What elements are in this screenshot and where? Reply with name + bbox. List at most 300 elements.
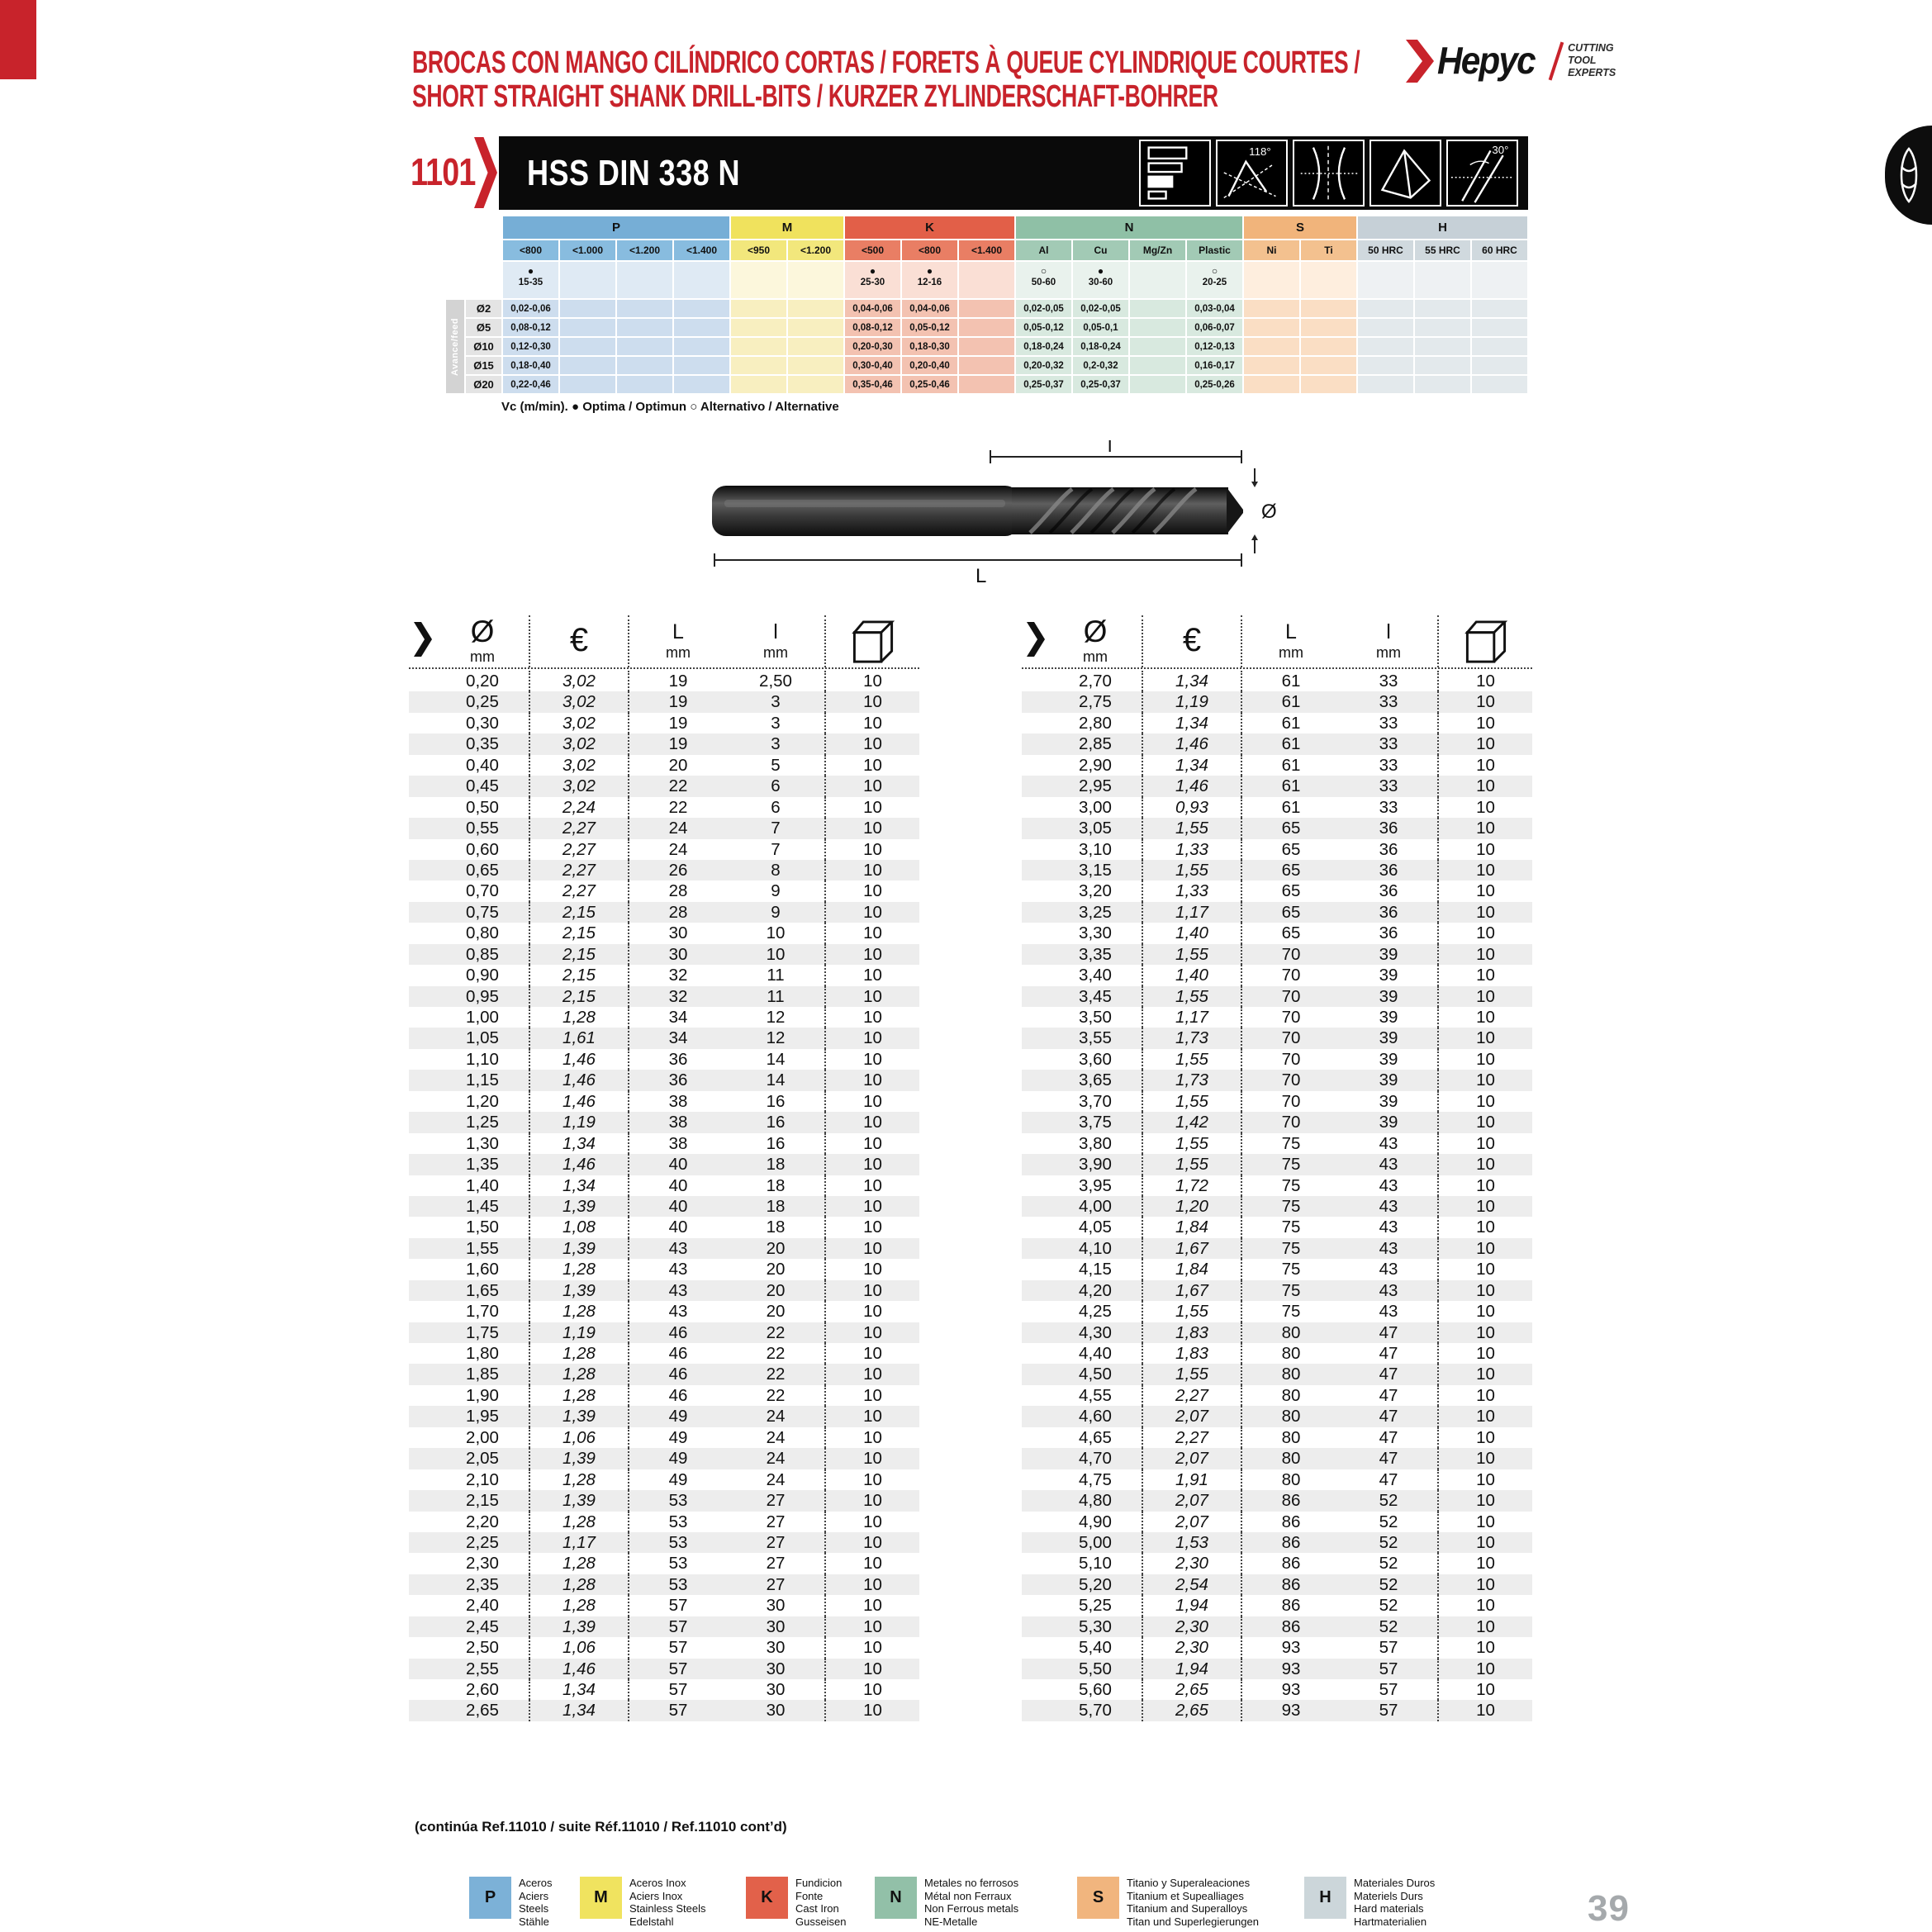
price-value: 2,07: [1143, 1406, 1242, 1426]
legend-line: Hard materials: [1354, 1902, 1424, 1915]
flute-length-value: 52: [1340, 1553, 1439, 1574]
flute-length-value: 16: [727, 1112, 826, 1132]
pack-qty-value: 10: [863, 755, 882, 775]
price-value: 1,55: [1143, 818, 1242, 838]
table-row: [1022, 1700, 1532, 1721]
diameter-value: 0,35: [436, 733, 530, 754]
pack-qty-value: 10: [863, 713, 882, 733]
total-length-value: 53: [668, 1554, 688, 1574]
flute-length-value: 30: [727, 1659, 826, 1679]
table-row: [409, 1637, 919, 1658]
price-value: 1,61: [530, 1028, 629, 1048]
total-length-value: 46: [668, 1344, 688, 1363]
pack-qty-value: 10: [863, 1218, 882, 1237]
diameter-value: 0,70: [436, 881, 530, 901]
spec-subheader: 50 HRC: [1358, 240, 1413, 260]
total-length-value: 61: [1281, 672, 1301, 691]
flute-length-value: 10: [727, 944, 826, 965]
diameter-value: 3,10: [1049, 839, 1143, 860]
flute-length-value: 7: [727, 818, 826, 838]
feed-value-cell: [1415, 357, 1470, 374]
price-value: 1,55: [1143, 1091, 1242, 1112]
flute-length-value: 20: [727, 1280, 826, 1301]
pack-qty-value: 10: [863, 902, 882, 922]
diameter-value: 3,35: [1049, 944, 1143, 965]
feed-value-cell: [674, 300, 729, 317]
legend-text: [1127, 1877, 1259, 1928]
diameter-value: 3,05: [1049, 818, 1143, 838]
feed-value-cell: 0,18-0,24: [1016, 338, 1071, 355]
price-value: 1,08: [530, 1217, 629, 1237]
table-row: [1022, 1637, 1532, 1658]
flute-length-value: 36: [1340, 923, 1439, 943]
price-value: 2,07: [1143, 1448, 1242, 1469]
diameter-header: Ø mm: [436, 615, 530, 667]
flute-length-value: 22: [727, 1343, 826, 1364]
price-value: 1,33: [1143, 839, 1242, 860]
feed-value-cell: [1415, 338, 1470, 355]
feed-value-cell: 0,20-0,32: [1016, 357, 1071, 374]
table-row: [409, 1512, 919, 1532]
price-value: 1,20: [1143, 1196, 1242, 1217]
flute-length-value: 43: [1340, 1217, 1439, 1237]
feed-value-cell: [1244, 319, 1299, 336]
speed-value: 12-16: [917, 278, 942, 287]
feed-value-cell: [617, 357, 672, 374]
total-length-value: 24: [668, 839, 688, 859]
table-row: [1022, 691, 1532, 712]
logo-wordmark: Hepyc: [1437, 39, 1535, 82]
diameter-value: 0,65: [436, 860, 530, 881]
price-value: 3,02: [530, 776, 629, 796]
total-length-value: 93: [1281, 1659, 1301, 1678]
legend-line: Métal non Ferraux: [924, 1889, 1012, 1902]
total-length-label: L: [975, 565, 987, 587]
cutting-speed-cell: [1187, 262, 1242, 298]
flute-length-value: 52: [1340, 1574, 1439, 1595]
price-value: 1,28: [530, 1385, 629, 1406]
flute-length-value: 39: [1340, 1112, 1439, 1132]
table-row: [1022, 1070, 1532, 1090]
diameter-value: 1,25: [436, 1112, 530, 1132]
flute-length-value: 33: [1340, 733, 1439, 754]
flute-length-value: 57: [1340, 1679, 1439, 1700]
pack-qty-value: 10: [863, 1638, 882, 1658]
diameter-value: 2,75: [1049, 691, 1143, 712]
pack-qty-value: 10: [863, 860, 882, 880]
feed-value-cell: [959, 338, 1014, 355]
price-value: 1,39: [530, 1280, 629, 1301]
diameter-value: 5,60: [1049, 1679, 1143, 1700]
total-length-value: 70: [1281, 944, 1301, 964]
pack-qty-value: 10: [863, 1701, 882, 1721]
feed-value-cell: 0,12-0,13: [1187, 338, 1242, 355]
table-row: [409, 1112, 919, 1132]
total-length-value: 19: [668, 672, 688, 691]
table-row: [409, 1595, 919, 1616]
diameter-value: 2,80: [1049, 713, 1143, 733]
total-length-value: 65: [1281, 881, 1301, 901]
price-value: 2,65: [1143, 1700, 1242, 1721]
cutting-speed-cell: [560, 262, 615, 298]
diameter-value: 5,50: [1049, 1659, 1143, 1679]
diameter-value: 3,00: [1049, 797, 1143, 818]
pack-qty-value: 10: [1476, 1218, 1495, 1237]
total-length-value: 49: [668, 1407, 688, 1426]
pack-qty-value: 10: [1476, 1322, 1495, 1342]
total-length-value: 93: [1281, 1638, 1301, 1658]
table-row: [1022, 1448, 1532, 1469]
flute-length-value: 22: [727, 1322, 826, 1343]
feed-row-label: Ø5: [466, 319, 501, 336]
feed-value-cell: 0,16-0,17: [1187, 357, 1242, 374]
diameter-value: 1,55: [436, 1238, 530, 1259]
total-length-value: 57: [668, 1701, 688, 1721]
table-row: [1022, 1007, 1532, 1028]
table-row: [1022, 986, 1532, 1007]
flute-length-value: 33: [1340, 671, 1439, 691]
legend-swatch: H: [1304, 1877, 1346, 1919]
diameter-value: 1,15: [436, 1070, 530, 1090]
price-value: 2,07: [1143, 1490, 1242, 1511]
diameter-value: 2,05: [436, 1448, 530, 1469]
feed-value-cell: [560, 319, 615, 336]
flute-length-value: 3: [727, 713, 826, 733]
diameter-value: 4,50: [1049, 1364, 1143, 1384]
feed-value-cell: [788, 319, 843, 336]
brand-logo: [1404, 40, 1616, 83]
pack-qty-value: 10: [863, 1196, 882, 1216]
feed-value-cell: [1415, 376, 1470, 393]
total-length-value: 38: [668, 1091, 688, 1111]
pack-qty-value: 10: [1476, 1028, 1495, 1048]
price-value: 1,39: [530, 1238, 629, 1259]
product-icon-strip: [1139, 140, 1518, 206]
table-row: [1022, 818, 1532, 838]
legend-item-K: [746, 1877, 846, 1928]
feed-value-cell: [674, 376, 729, 393]
price-value: 1,84: [1143, 1259, 1242, 1279]
feed-value-cell: [788, 357, 843, 374]
feed-value-cell: [560, 300, 615, 317]
flute-length-value: 27: [727, 1553, 826, 1574]
table-row: [1022, 1469, 1532, 1490]
flute-length-value: 2,50: [727, 671, 826, 691]
flute-length-value: 6: [727, 776, 826, 796]
price-value: 2,30: [1143, 1637, 1242, 1658]
pack-qty-value: 10: [1476, 1385, 1495, 1405]
diameter-value: 2,50: [436, 1637, 530, 1658]
total-length-value: 80: [1281, 1365, 1301, 1384]
flute-length-value: 43: [1340, 1238, 1439, 1259]
total-length-value: 22: [668, 797, 688, 817]
pack-qty-value: 10: [863, 1322, 882, 1342]
pack-qty-value: 10: [863, 1616, 882, 1636]
flute-length-value: 47: [1340, 1385, 1439, 1406]
price-value: 1,94: [1143, 1659, 1242, 1679]
pack-qty-value: 10: [863, 1260, 882, 1279]
diameter-value: 0,30: [436, 713, 530, 733]
total-length-value: 24: [668, 819, 688, 838]
table-row: [409, 839, 919, 860]
legend-line: Titanium and Superalloys: [1127, 1902, 1248, 1915]
cutting-speed-cell: [1472, 262, 1527, 298]
total-length-value: 53: [668, 1491, 688, 1511]
feed-value-cell: [560, 376, 615, 393]
diameter-value: 3,95: [1049, 1175, 1143, 1196]
table-row: [409, 860, 919, 881]
total-length-value: 40: [668, 1196, 688, 1216]
price-value: 1,39: [530, 1616, 629, 1637]
feed-value-cell: [674, 357, 729, 374]
pack-qty-value: 10: [1476, 1091, 1495, 1111]
pack-qty-value: 10: [863, 944, 882, 964]
flute-length-value: 22: [727, 1385, 826, 1406]
helix-angle-30-icon: [1446, 140, 1518, 206]
total-length-value: 86: [1281, 1616, 1301, 1636]
flute-length-value: 12: [727, 1007, 826, 1028]
feed-value-cell: 0,35-0,46: [845, 376, 900, 393]
pack-qty-value: 10: [1476, 1638, 1495, 1658]
total-length-value: 75: [1281, 1133, 1301, 1153]
diameter-value: 3,15: [1049, 860, 1143, 881]
legend-line: Steels: [519, 1902, 549, 1915]
legend-swatch: K: [746, 1877, 788, 1919]
price-value: 1,73: [1143, 1070, 1242, 1090]
drill-point-icon: [1895, 145, 1923, 205]
price-value: 2,27: [1143, 1385, 1242, 1406]
feed-value-cell: 0,02-0,05: [1073, 300, 1128, 317]
price-value: 1,94: [1143, 1595, 1242, 1616]
total-length-value: 61: [1281, 692, 1301, 712]
diameter-value: 1,35: [436, 1154, 530, 1175]
optima-symbol: ●: [869, 265, 876, 277]
price-value: 2,30: [1143, 1616, 1242, 1637]
flute-length-value: 30: [727, 1616, 826, 1637]
ref-chevron-icon: [474, 137, 497, 208]
diameter-value: 3,55: [1049, 1028, 1143, 1048]
table-row: [1022, 1512, 1532, 1532]
diameter-value: 2,70: [1049, 671, 1143, 691]
spec-subheader: <950: [731, 240, 786, 260]
legend-swatch: M: [580, 1877, 622, 1919]
diameter-value: 2,55: [436, 1659, 530, 1679]
diameter-value: 3,30: [1049, 923, 1143, 943]
spec-subheader: <500: [845, 240, 900, 260]
flute-length-value: 52: [1340, 1595, 1439, 1616]
pack-qty-value: 10: [1476, 1238, 1495, 1258]
flute-length-value: 47: [1340, 1364, 1439, 1384]
diameter-value: 2,95: [1049, 776, 1143, 796]
feed-value-cell: 0,22-0,46: [503, 376, 558, 393]
cutting-speed-cell: [503, 262, 558, 298]
diameter-value: 0,40: [436, 755, 530, 776]
table-row: [1022, 923, 1532, 943]
pack-qty-value: 10: [863, 1427, 882, 1447]
tagline-line: TOOL: [1568, 55, 1597, 66]
total-length-value: 86: [1281, 1574, 1301, 1594]
diameter-value: 5,30: [1049, 1616, 1143, 1637]
price-value: 1,42: [1143, 1112, 1242, 1132]
flute-length-value: 30: [727, 1700, 826, 1721]
legend-line: Gusseisen: [795, 1915, 847, 1928]
diameter-value: 4,55: [1049, 1385, 1143, 1406]
total-length-value: 43: [668, 1238, 688, 1258]
table-header: [409, 615, 919, 669]
flute-length-value: 30: [727, 1595, 826, 1616]
pack-qty-value: 10: [863, 797, 882, 817]
feed-value-cell: [1472, 338, 1527, 355]
diameter-value: 5,40: [1049, 1637, 1143, 1658]
total-length-value: 70: [1281, 986, 1301, 1006]
flute-length-value: 39: [1340, 986, 1439, 1007]
table-row: [409, 1154, 919, 1175]
flute-length-value: 30: [727, 1637, 826, 1658]
diameter-value: 5,25: [1049, 1595, 1143, 1616]
pack-qty-value: 10: [1476, 1574, 1495, 1594]
table-row: [409, 1532, 919, 1553]
price-value: 1,40: [1143, 923, 1242, 943]
material-group-M: M: [731, 216, 843, 239]
pack-qty-value: 10: [1476, 1302, 1495, 1322]
flute-profile-icon: [1293, 140, 1365, 206]
total-length-value: 53: [668, 1512, 688, 1531]
diameter-value: 3,70: [1049, 1091, 1143, 1112]
flute-length-value: 27: [727, 1574, 826, 1595]
flute-length-value: 27: [727, 1532, 826, 1553]
price-value: 2,15: [530, 965, 629, 985]
pack-qty-value: 10: [1476, 1175, 1495, 1195]
diameter-value: 1,45: [436, 1196, 530, 1217]
price-value: 1,34: [1143, 671, 1242, 691]
diameter-value: 1,40: [436, 1175, 530, 1196]
price-value: 1,55: [1143, 986, 1242, 1007]
cutting-data-table: [446, 216, 1527, 414]
table-row: [1022, 1112, 1532, 1132]
table-row: [409, 1196, 919, 1217]
optima-symbol: ○: [1211, 265, 1218, 277]
table-row: [1022, 902, 1532, 923]
table-row: [1022, 944, 1532, 965]
pack-qty-value: 10: [1476, 1008, 1495, 1027]
feed-value-cell: [1301, 357, 1356, 374]
feed-value-cell: 0,25-0,26: [1187, 376, 1242, 393]
table-row: [1022, 1532, 1532, 1553]
feed-value-cell: 0,08-0,12: [845, 319, 900, 336]
total-length-value: 61: [1281, 797, 1301, 817]
flute-length-value: 47: [1340, 1406, 1439, 1426]
speed-value: 30-60: [1088, 278, 1113, 287]
spec-subheader: Mg/Zn: [1130, 240, 1185, 260]
flute-length-value: 24: [727, 1427, 826, 1448]
section-tab[interactable]: [1885, 126, 1932, 225]
diameter-value: 1,75: [436, 1322, 530, 1343]
total-length-value: 80: [1281, 1385, 1301, 1405]
diameter-value: 2,15: [436, 1490, 530, 1511]
feed-value-cell: 0,05-0,12: [1016, 319, 1071, 336]
flute-length-value: 10: [727, 923, 826, 943]
cutting-speed-cell: [1130, 262, 1185, 298]
flute-length-dimension: [990, 450, 1241, 463]
total-length-value: 65: [1281, 902, 1301, 922]
price-value: 1,73: [1143, 1028, 1242, 1048]
flute-length-value: 5: [727, 755, 826, 776]
total-length-value: 61: [1281, 776, 1301, 796]
feed-value-cell: [1472, 357, 1527, 374]
flute-length-value: 39: [1340, 965, 1439, 985]
price-value: 1,28: [530, 1574, 629, 1595]
flute-length-value: 14: [727, 1070, 826, 1090]
price-value: 1,17: [530, 1532, 629, 1553]
flute-length-value: 52: [1340, 1512, 1439, 1532]
price-header: €: [1143, 615, 1242, 667]
flute-length-value: 12: [727, 1028, 826, 1048]
flute-length-value: 27: [727, 1490, 826, 1511]
price-value: 1,34: [530, 1175, 629, 1196]
pack-qty-value: 10: [863, 966, 882, 985]
package-header: [826, 615, 919, 667]
table-row: [409, 1217, 919, 1237]
diameter-value: 1,00: [436, 1007, 530, 1028]
diameter-value: 4,80: [1049, 1490, 1143, 1511]
legend-line: Materiels Durs: [1354, 1889, 1423, 1902]
pack-qty-value: 10: [863, 1491, 882, 1511]
feed-value-cell: 0,2-0,32: [1073, 357, 1128, 374]
title-line-1: BROCAS CON MANGO CILÍNDRICO CORTAS / FORETS À QUEUE CYLINDRIQUE COURTES /: [412, 45, 1360, 80]
diameter-value: 0,80: [436, 923, 530, 943]
flute-length-value: 20: [727, 1259, 826, 1279]
feed-value-cell: 0,18-0,30: [902, 338, 957, 355]
total-length-value: 30: [668, 923, 688, 943]
flute-length-value: 24: [727, 1448, 826, 1469]
table-row: [1022, 1154, 1532, 1175]
table-row: [409, 1301, 919, 1322]
pack-qty-value: 10: [863, 1385, 882, 1405]
flute-length-value: 33: [1340, 797, 1439, 818]
total-length-value: 65: [1281, 839, 1301, 859]
total-length-value: 36: [668, 1049, 688, 1069]
spec-subheader: <1.000: [560, 240, 615, 260]
table-row: [1022, 1659, 1532, 1679]
drill-diagram: [706, 440, 1284, 591]
table-row: [409, 691, 919, 712]
diameter-value: 0,90: [436, 965, 530, 985]
feed-axis-label: Avance/feed: [446, 300, 464, 393]
legend-item-M: [580, 1877, 706, 1928]
price-value: 1,34: [530, 1133, 629, 1154]
total-length-header: L mm: [1279, 620, 1303, 661]
flute-length-value: 33: [1340, 776, 1439, 796]
table-row: [409, 1364, 919, 1384]
flute-length-value: 22: [727, 1364, 826, 1384]
total-length-value: 32: [668, 986, 688, 1006]
pack-qty-value: 10: [1476, 755, 1495, 775]
feed-value-cell: [1415, 319, 1470, 336]
feed-value-cell: [1130, 357, 1185, 374]
flute-length-value: 16: [727, 1091, 826, 1112]
table-row: [1022, 1238, 1532, 1259]
logo-chevron-icon: [1404, 40, 1434, 83]
diameter-value: 3,25: [1049, 902, 1143, 923]
diameter-value: 4,70: [1049, 1448, 1143, 1469]
table-row: [409, 986, 919, 1007]
price-value: 1,28: [530, 1364, 629, 1384]
table-row: [1022, 1679, 1532, 1700]
legend-line: Aceros Inox: [629, 1877, 686, 1889]
diameter-value: 4,25: [1049, 1301, 1143, 1322]
total-length-value: 28: [668, 902, 688, 922]
flute-length-value: 47: [1340, 1322, 1439, 1343]
